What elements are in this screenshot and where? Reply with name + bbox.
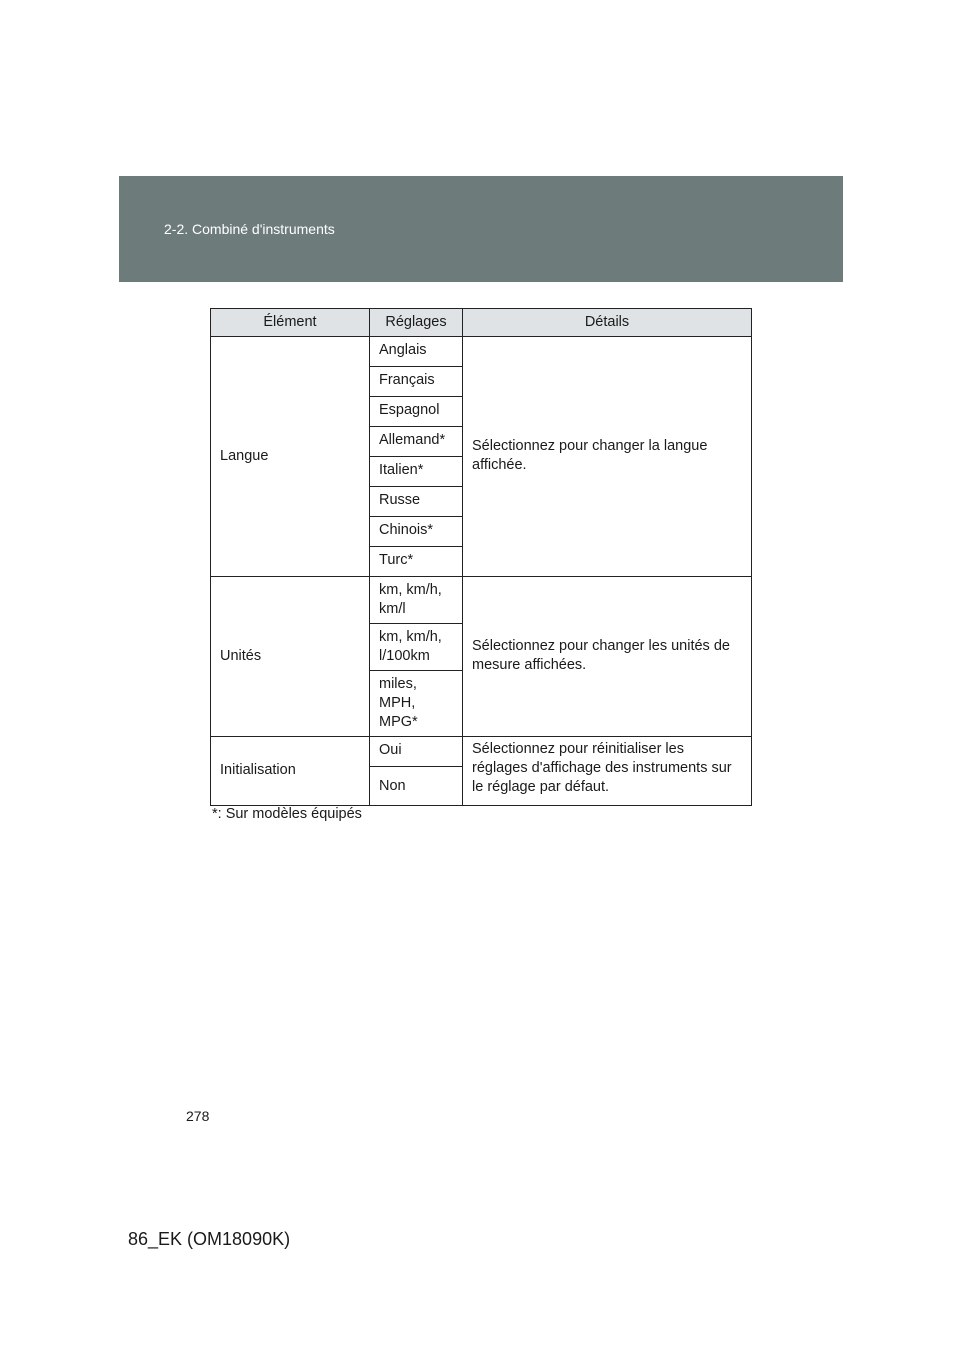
- setting-cell: Oui: [370, 737, 463, 767]
- setting-cell: Italien*: [370, 457, 463, 487]
- section-title: 2-2. Combiné d'instruments: [164, 221, 335, 237]
- element-cell-langue: Langue: [211, 337, 370, 577]
- element-cell-unites: Unités: [211, 577, 370, 737]
- setting-cell: Russe: [370, 487, 463, 517]
- setting-cell: Turc*: [370, 547, 463, 577]
- setting-cell: Chinois*: [370, 517, 463, 547]
- setting-cell: Espagnol: [370, 397, 463, 427]
- settings-table: [210, 308, 752, 806]
- details-cell-unites: Sélectionnez pour changer les unités de mesure affichées.: [463, 577, 752, 737]
- table-row: [211, 737, 752, 767]
- column-header-details: Détails: [463, 309, 752, 337]
- footnote: *: Sur modèles équipés: [212, 806, 362, 822]
- table-row: [211, 577, 752, 624]
- column-header-settings: Réglages: [370, 309, 463, 337]
- setting-cell: Anglais: [370, 337, 463, 367]
- page-number: 278: [186, 1108, 210, 1124]
- document-code: 86_EK (OM18090K): [128, 1229, 291, 1249]
- setting-cell: Allemand*: [370, 427, 463, 457]
- setting-cell: km, km/h, km/l: [370, 577, 463, 624]
- table-header-row: [211, 309, 752, 337]
- element-cell-initialisation: Initialisation: [211, 737, 370, 806]
- table-row: [211, 337, 752, 367]
- details-cell-langue: Sélectionnez pour changer la langue affichée.: [463, 337, 752, 577]
- setting-cell: Français: [370, 367, 463, 397]
- setting-cell: Non: [370, 767, 463, 806]
- setting-cell: km, km/h, l/100km: [370, 624, 463, 671]
- details-cell-initialisation: Sélectionnez pour réinitialiser les réglages d'affichage des instruments sur le réglage par défaut.: [463, 737, 752, 806]
- setting-cell: miles, MPH, MPG*: [370, 671, 463, 737]
- section-header-band: [119, 176, 843, 282]
- column-header-element: Élément: [211, 309, 370, 337]
